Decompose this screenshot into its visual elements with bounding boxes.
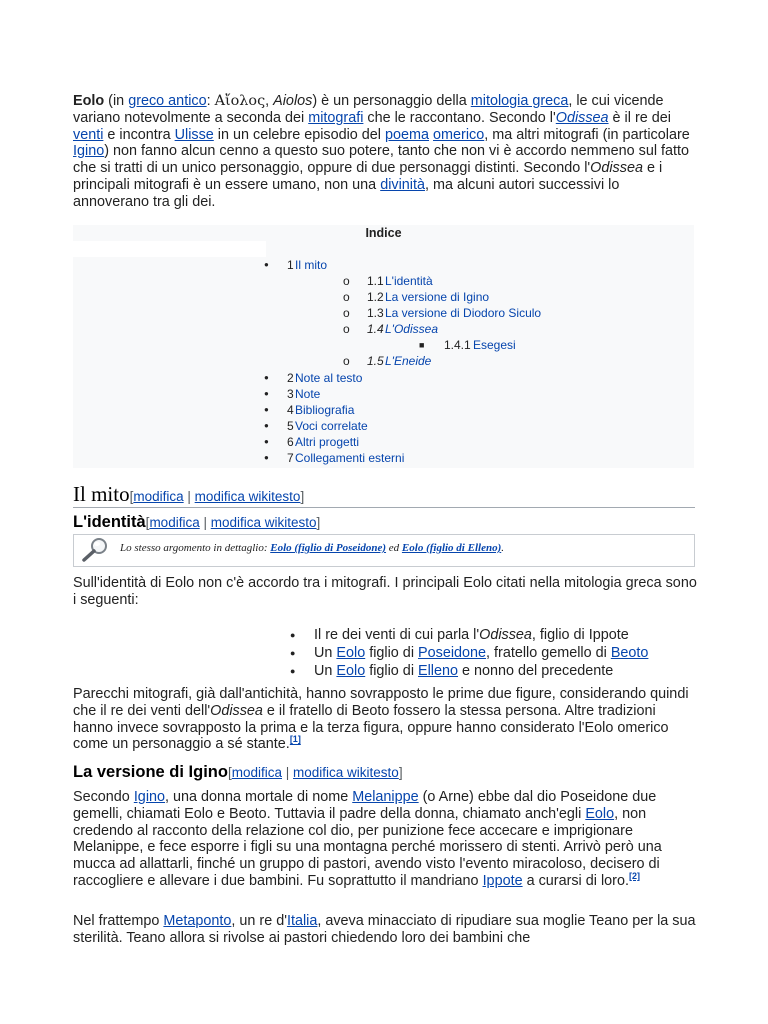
toc-number: 6 bbox=[287, 435, 294, 449]
toc-bullet: o bbox=[343, 306, 350, 320]
toc-bullet: ● bbox=[264, 437, 269, 446]
bracket: [ bbox=[145, 515, 150, 530]
toc-number: 2 bbox=[287, 371, 294, 385]
latin-name: Aiolos bbox=[273, 93, 313, 109]
toc-link-esegesi[interactable]: Esegesi bbox=[473, 338, 516, 352]
list-item-text bbox=[314, 662, 613, 680]
link-eolo[interactable]: Eolo bbox=[585, 805, 615, 822]
article-subject: Eolo bbox=[73, 93, 105, 109]
toc-link-altri-progetti[interactable]: Altri progetti bbox=[295, 435, 360, 449]
toc-number: 1.2 bbox=[367, 290, 384, 304]
toc-bullet: ● bbox=[264, 421, 269, 430]
link-greco-antico[interactable]: greco antico bbox=[128, 93, 207, 109]
toc-number: 3 bbox=[287, 387, 294, 401]
footnote-ref bbox=[290, 735, 301, 745]
text: , un re d' bbox=[231, 913, 287, 929]
bracket: [ bbox=[227, 765, 232, 780]
link-venti[interactable]: venti bbox=[73, 126, 104, 143]
text: Il re dei venti di cui parla l' bbox=[314, 627, 480, 643]
detail-note-text bbox=[120, 542, 504, 554]
separator: | bbox=[199, 515, 211, 530]
section-heading-il-mito bbox=[73, 481, 695, 510]
text: Nel frattempo bbox=[73, 913, 164, 929]
section-heading-identita bbox=[73, 511, 695, 534]
bracket: ] bbox=[398, 765, 403, 780]
list-bullet: ● bbox=[290, 630, 296, 640]
text: (o Arne) ebbe dal dio Poseidone due gemelli, chiamati Eolo e Beoto. Tuttavia il padre della donna, chiamato anch'egli bbox=[73, 789, 657, 822]
heading-divider bbox=[73, 507, 695, 508]
text: Un bbox=[314, 645, 337, 661]
link-beoto[interactable]: Beoto bbox=[610, 645, 649, 661]
intro-paragraph bbox=[73, 93, 697, 211]
text: e incontra bbox=[103, 126, 175, 143]
toc-link-bibliografia[interactable]: Bibliografia bbox=[295, 403, 355, 417]
bracket: [ bbox=[129, 489, 134, 504]
list-bullet: ● bbox=[290, 648, 296, 658]
footnote-link-2[interactable]: [2] bbox=[628, 871, 640, 882]
text: Lo stesso argomento in dettaglio: bbox=[120, 542, 271, 554]
toc-link-odissea[interactable]: L'Odissea bbox=[385, 322, 438, 336]
text: , bbox=[265, 93, 274, 109]
link-poema[interactable]: poema bbox=[385, 126, 430, 143]
toc-bullet: o bbox=[343, 274, 350, 288]
toc-link-versione-diodoro[interactable]: La versione di Diodoro Siculo bbox=[385, 306, 542, 320]
toc-bullet: ● bbox=[264, 260, 269, 269]
igino-paragraph-1 bbox=[73, 789, 697, 890]
toc-number: 1.1 bbox=[367, 274, 384, 288]
footnote-ref bbox=[629, 871, 640, 881]
separator: | bbox=[282, 765, 294, 780]
link-omerico[interactable]: omerico bbox=[433, 126, 485, 143]
edit-section-links bbox=[130, 489, 305, 504]
link-poseidone[interactable]: Poseidone bbox=[418, 645, 487, 661]
text: figlio di bbox=[365, 645, 419, 661]
toc-number: 1 bbox=[287, 258, 294, 272]
heading-text: Il mito bbox=[73, 482, 130, 506]
list-item-text bbox=[314, 626, 629, 644]
toc-link-note[interactable]: Note bbox=[295, 387, 321, 401]
toc-bullet: ● bbox=[264, 373, 269, 382]
link-eolo-figlio-poseidone[interactable]: Eolo (figlio di Poseidone) bbox=[270, 542, 387, 554]
text: è il re dei bbox=[608, 109, 671, 126]
list-item-text bbox=[314, 644, 648, 662]
text: ) è un personaggio della bbox=[312, 93, 471, 109]
edit-wikitext-link[interactable]: modifica wikitesto bbox=[194, 489, 301, 504]
text: : bbox=[206, 93, 215, 109]
link-igino[interactable]: Igino bbox=[73, 143, 105, 160]
link-igino[interactable]: Igino bbox=[133, 789, 166, 805]
toc-bullet: o bbox=[343, 354, 350, 368]
toc-number: 5 bbox=[287, 419, 294, 433]
link-ippote[interactable]: Ippote bbox=[482, 872, 523, 889]
greek-name: Αἴολος bbox=[214, 93, 266, 109]
list-bullet: ● bbox=[290, 666, 296, 676]
toc-link-collegamenti-esterni[interactable]: Collegamenti esterni bbox=[295, 451, 405, 465]
text: , ma alcuni autori successivi lo annoverano tra gli dei. bbox=[73, 176, 620, 210]
toc-number: 1.4 bbox=[367, 322, 384, 336]
text-odissea: Odissea bbox=[479, 627, 532, 643]
text: , figlio di Ippote bbox=[531, 627, 629, 643]
text: . bbox=[501, 542, 504, 554]
section-heading-versione-igino bbox=[73, 761, 695, 784]
identita-paragraph-2 bbox=[73, 686, 697, 753]
link-italia[interactable]: Italia bbox=[286, 913, 318, 929]
toc-bullet: o bbox=[343, 322, 350, 336]
detail-note-box bbox=[73, 534, 695, 567]
text: e nonno del precedente bbox=[458, 663, 614, 679]
igino-paragraph-2 bbox=[73, 913, 697, 947]
link-eolo[interactable]: Eolo bbox=[336, 663, 366, 679]
toc-title: Indice bbox=[365, 226, 402, 240]
edit-wikitext-link[interactable]: modifica wikitesto bbox=[210, 515, 317, 530]
link-metaponto[interactable]: Metaponto bbox=[163, 913, 232, 929]
text: , una donna mortale di nome bbox=[165, 789, 353, 805]
text: Secondo bbox=[73, 789, 134, 805]
text: Un bbox=[314, 663, 337, 679]
toc-link-identita[interactable]: L'identità bbox=[385, 274, 433, 288]
bracket: ] bbox=[300, 489, 305, 504]
link-eolo-figlio-elleno[interactable]: Eolo (figlio di Elleno) bbox=[401, 542, 502, 554]
bracket: ] bbox=[316, 515, 321, 530]
toc-number: 1.3 bbox=[367, 306, 384, 320]
toc-link-versione-igino[interactable]: La versione di Igino bbox=[385, 290, 490, 304]
edit-wikitext-link[interactable]: modifica wikitesto bbox=[293, 765, 399, 780]
toc-number: 1.5 bbox=[367, 354, 384, 368]
text: , fratello gemello di bbox=[486, 645, 611, 661]
text: figlio di bbox=[365, 663, 419, 679]
table-of-contents bbox=[73, 225, 694, 468]
text-odissea: Odissea bbox=[590, 160, 643, 177]
text: e i principali mitografi è un essere umano, non una bbox=[73, 160, 663, 193]
toc-number: 1.4.1 bbox=[444, 338, 471, 352]
toc-spacer bbox=[73, 241, 266, 257]
edit-section-links bbox=[146, 515, 321, 530]
link-eolo[interactable]: Eolo bbox=[336, 645, 366, 661]
text: a curarsi di loro. bbox=[522, 872, 629, 889]
toc-bullet: ● bbox=[264, 453, 269, 462]
toc-bullet: ● bbox=[264, 405, 269, 414]
text-odissea: Odissea bbox=[210, 702, 263, 719]
footnote-link-1[interactable]: [1] bbox=[289, 734, 301, 745]
text: , aveva minacciato di ripudiare sua moglie Teano per la sua sterilità. Teano allora si rivolse ai pastori chiedendo loro dei bambini che bbox=[73, 913, 696, 946]
toc-number: 4 bbox=[287, 403, 294, 417]
link-melanippe[interactable]: Melanippe bbox=[352, 789, 419, 805]
toc-link-voci-correlate[interactable]: Voci correlate bbox=[295, 419, 368, 433]
edit-link[interactable]: modifica bbox=[133, 489, 184, 504]
text: in un celebre episodio del bbox=[213, 126, 386, 143]
magnifier-icon bbox=[80, 537, 110, 563]
edit-link[interactable]: modifica bbox=[231, 765, 282, 780]
text: ) non fanno alcun cenno a questo suo potere, tanto che non vi è accordo nemmeno sul fatto che si tratti di un unico personaggio, oppure di due personaggi distinti. Secondo l' bbox=[73, 143, 690, 177]
text: che le raccontano. Secondo l' bbox=[363, 109, 556, 126]
link-elleno[interactable]: Elleno bbox=[418, 663, 459, 679]
text: , ma altri mitografi (in particolare bbox=[484, 126, 690, 143]
toc-link-il-mito[interactable]: Il mito bbox=[295, 258, 328, 272]
text: , le cui vicende variano notevolmente a seconda dei bbox=[73, 93, 664, 126]
toc-bullet: o bbox=[343, 290, 350, 304]
text: Parecchi mitografi, già dall'antichità, hanno sovrapposto le prime due figure, considerando quindi che il re dei venti dell' bbox=[73, 686, 689, 719]
toc-number: 7 bbox=[287, 451, 294, 465]
link-odissea[interactable]: Odissea bbox=[555, 109, 609, 126]
text: e il fratello di Beoto fossero la stessa persona. Altre tradizioni hanno invece sovrapposto la prima e la terza figura, oppure hanno considerato l'Eolo omerico come un personaggio a sé stante. bbox=[73, 702, 669, 753]
link-ulisse[interactable]: Ulisse bbox=[174, 126, 214, 143]
heading-text: L'identità bbox=[73, 513, 146, 531]
link-divinita[interactable]: divinità bbox=[380, 176, 425, 193]
identita-paragraph-1: Sull'identità di Eolo non c'è accordo tra i mitografi. I principali Eolo citati nella mitologia greca sono i seguenti: bbox=[73, 575, 697, 608]
text: , non credendo al racconto della relazione col dio, per punizione fece accecare e imprigionare Melanippe, e fece esporre i figli su una montagna perché morissero di stenti. Arrivò però una mucca ad allattarli, finché un gruppo di pastori, avendo visto l'evento miracoloso, decisero di raccogliere e allevare i due bambini. Fu soprattutto il mandriano bbox=[73, 805, 662, 889]
link-mitologia-greca[interactable]: mitologia greca bbox=[470, 93, 569, 109]
separator: | bbox=[183, 489, 195, 504]
edit-link[interactable]: modifica bbox=[149, 515, 200, 530]
link-mitografi[interactable]: mitografi bbox=[308, 109, 364, 126]
text: (in bbox=[104, 93, 129, 109]
toc-link-note-al-testo[interactable]: Note al testo bbox=[295, 371, 363, 385]
heading-text: La versione di Igino bbox=[73, 763, 228, 781]
toc-bullet: ● bbox=[264, 389, 269, 398]
text: ed bbox=[386, 542, 402, 554]
edit-section-links bbox=[228, 765, 403, 780]
toc-link-eneide[interactable]: L'Eneide bbox=[385, 354, 432, 368]
toc-bullet: ■ bbox=[419, 340, 425, 350]
